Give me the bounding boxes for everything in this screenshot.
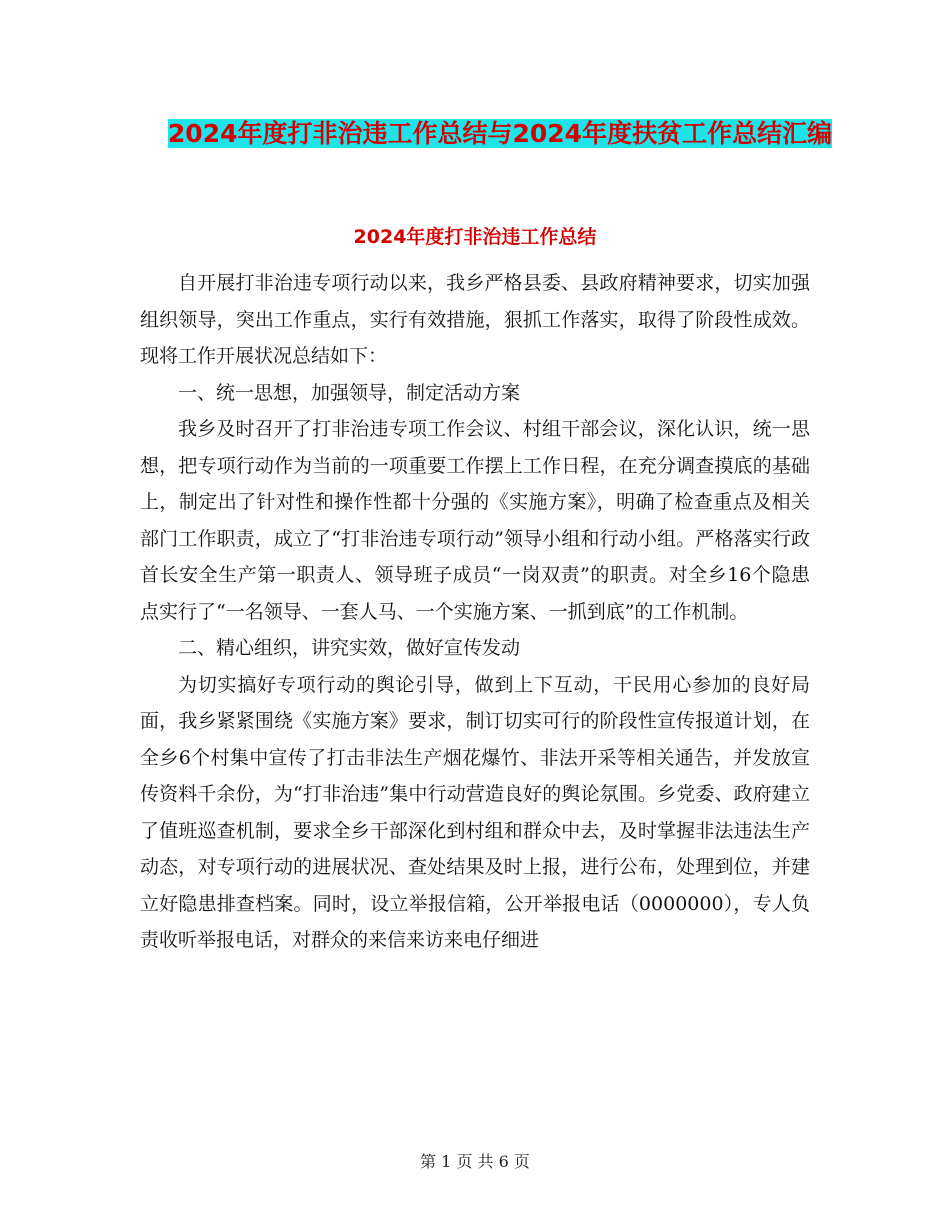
page-footer: 第 1 页 共 6 页 xyxy=(420,1152,530,1171)
paragraph-two: 为切实搞好专项行动的舆论引导，做到上下互动，干民用心参加的良好局面，我乡紧紧围绕《实施方案》要求，制订切实可行的阶段性宣传报道计划，在全乡6个村集中宣传了打击非法生产烟花爆竹、非法开采等相关通告，并发放宣传资料千余份，为“打非治违”集中行动营造良好的舆论氛围。乡党委、政府建立了值班巡查机制，要求全乡干部深化到村组和群众中去，及时掌握非法违法生产动态，对专项行动的进展状况、查处结果及时上报，进行公布，处理到位，并建立好隐患排查档案。同时，设立举报信箱，公开举报电话（0000000），专人负责收听举报电话，对群众的来信来访来电仔细进 xyxy=(140,673,810,951)
paragraph-one: 我乡及时召开了打非治违专项工作会议、村组干部会议，深化认识，统一思想，把专项行动作为当前的一项重要工作摆上工作日程，在充分调查摸底的基础上，制定出了针对性和操作性都十分强的《实施方案》，明确了检查重点及相关部门工作职责，成立了“打非治违专项行动”领导小组和行动小组。严格落实行政首长安全生产第一职责人、领导班子成员“一岗双责”的职责。对全乡16个隐患点实行了“一名领导、一套人马、一个实施方案、一抓到底”的工作机制。 xyxy=(140,418,810,623)
paragraph-intro: 自开展打非治违专项行动以来，我乡严格县委、县政府精神要求，切实加强组织领导，突出工作重点，实行有效措施，狠抓工作落实，取得了阶段性成效。现将工作开展状况总结如下： xyxy=(140,272,810,367)
section-title: 2024年度打非治违工作总结 xyxy=(353,226,597,248)
heading-one: 一、统一思想，加强领导，制定活动方案 xyxy=(178,381,521,404)
heading-two: 二、精心组织，讲究实效，做好宣传发动 xyxy=(178,637,521,659)
document-title-text: 2024年度打非治违工作总结与2024年度扶贫工作总结汇编 xyxy=(167,119,833,148)
document-body xyxy=(140,265,810,959)
document-title xyxy=(140,112,860,156)
